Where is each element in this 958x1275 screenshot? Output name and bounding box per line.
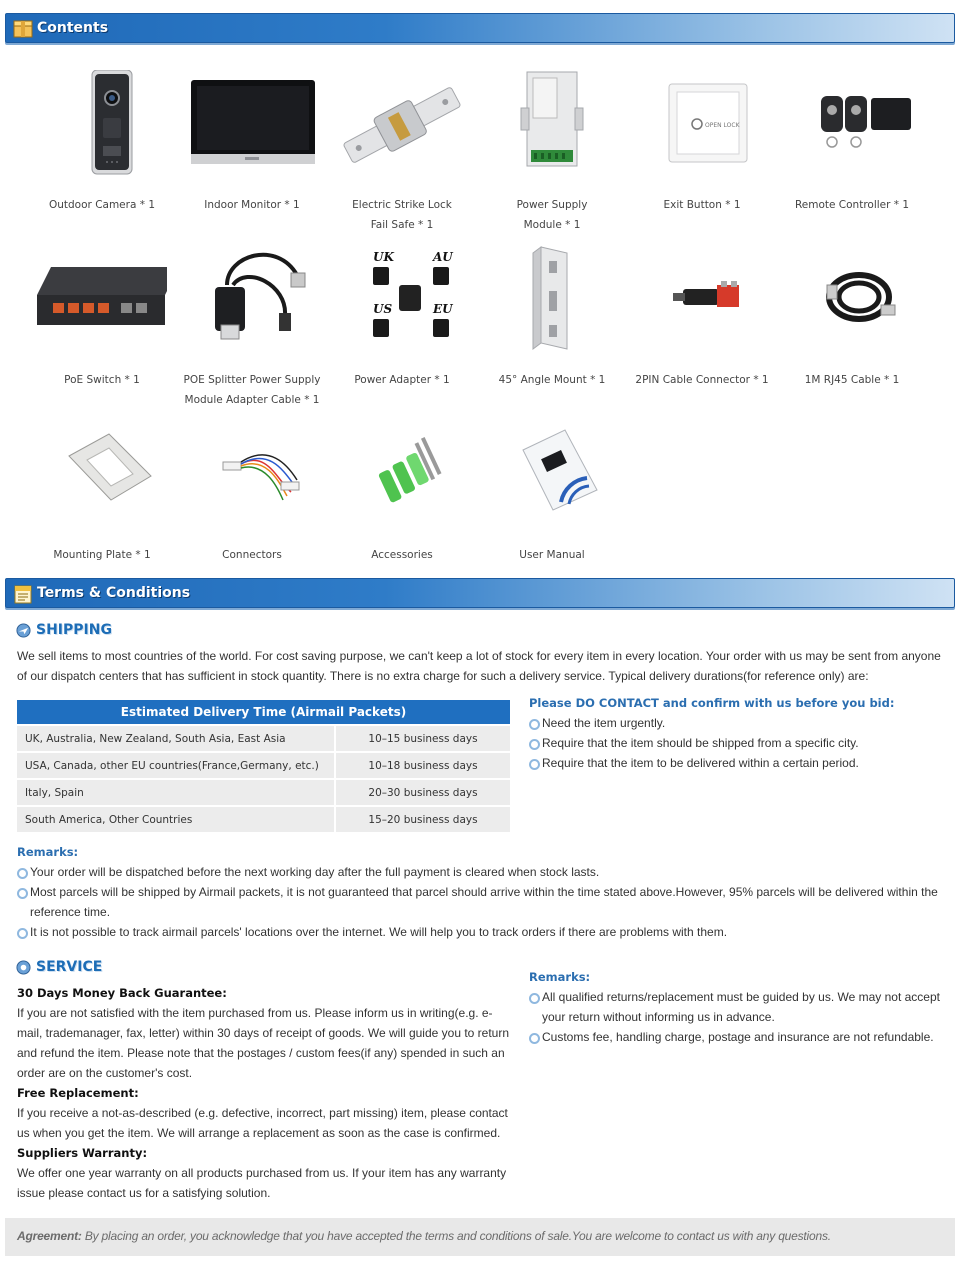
contact-list [529, 713, 949, 773]
shipping-remarks-title: Remarks: [17, 845, 79, 859]
table-row [17, 753, 510, 778]
product-caption-line1: Power Adapter * 1 [354, 374, 450, 386]
product-item-poe-splitter [177, 245, 327, 410]
list-item: All qualified returns/replacement must be guided by us. We may not accept your return without informing us in advance. [529, 987, 947, 1027]
replacement-text: If you receive a not-as-described (e.g. defective, incorrect, part missing) item, please contact us when you get the item. We will arrange a replacement as soon as the case is confirmed. [17, 1106, 508, 1140]
agreement-text: By placing an order, you acknowledge that you have accepted the terms and conditions of sale.You are welcome to contact us with any questions. [81, 1229, 831, 1243]
product-item-power-supply [477, 70, 627, 235]
terms-title: Terms & Conditions [37, 585, 191, 601]
product-caption-line1: PoE Switch * 1 [64, 374, 140, 386]
exit-button-icon [637, 70, 767, 180]
table-row [17, 726, 510, 751]
rj45-cable-icon [787, 245, 917, 355]
package-box-icon [12, 18, 34, 40]
plug-label-us: US [373, 302, 393, 316]
delivery-table-header: Estimated Delivery Time (Airmail Packets) [17, 700, 510, 724]
product-item-rj45-cable [777, 245, 927, 390]
table-row [17, 780, 510, 805]
region-cell: Italy, Spain [17, 780, 334, 805]
product-item-user-manual [477, 420, 627, 565]
plug-label-au: AU [433, 250, 453, 264]
product-caption-line1: 1M RJ45 Cable * 1 [804, 374, 900, 386]
shipping-heading [16, 620, 112, 640]
shipping-intro: We sell items to most countries of the world. For cost saving purpose, we can't keep a lot of stock for every item in every location. Your order with us may be sent from anyone of our dispatch centers that has sufficient in stock quantity. There is no extra charge for such a delivery service. Typical delivery durations(for reference only) are: [17, 649, 941, 683]
list-item: Customs fee, handling charge, postage and insurance are not refundable. [529, 1027, 947, 1047]
product-item-cable-connector [627, 245, 777, 390]
product-caption-line2: Fail Safe * 1 [370, 219, 434, 231]
contents-title: Contents [37, 20, 109, 36]
replacement-title: Free Replacement: [17, 1086, 139, 1100]
product-caption-line1: Mounting Plate * 1 [53, 549, 151, 561]
product-caption-line1: Exit Button * 1 [663, 199, 741, 211]
region-cell: South America, Other Countries [17, 807, 334, 832]
airplane-globe-icon [16, 623, 31, 638]
poe-splitter-cable-icon [187, 245, 317, 355]
table-row [17, 807, 510, 832]
terms-section-header [5, 578, 955, 608]
product-caption-line1: 2PIN Cable Connector * 1 [635, 374, 769, 386]
agreement-bar [5, 1218, 955, 1256]
service-remarks-list [529, 987, 947, 1047]
delivery-time-table [17, 698, 510, 834]
agreement-label: Agreement: [17, 1229, 82, 1243]
indoor-monitor-icon [187, 70, 317, 180]
power-supply-module-icon [487, 70, 617, 180]
days-cell: 10–18 business days [334, 753, 510, 778]
shipping-remarks-list [17, 862, 945, 942]
product-item-electric-strike-lock [327, 70, 477, 235]
product-caption-line1: Indoor Monitor * 1 [204, 199, 300, 211]
mounting-plate-icon [37, 420, 167, 530]
money-back-title: 30 Days Money Back Guarantee: [17, 986, 227, 1000]
product-item-connectors [177, 420, 327, 565]
product-caption-line1: User Manual [519, 549, 585, 561]
service-remarks-title: Remarks: [529, 970, 591, 984]
product-caption-line1: POE Splitter Power Supply [183, 374, 321, 386]
product-caption-line1: 45° Angle Mount * 1 [498, 374, 606, 386]
service-heading [16, 957, 102, 977]
outdoor-camera-icon [37, 70, 167, 180]
list-item: Your order will be dispatched before the next working day after the full payment is cleared when stock lasts. [17, 862, 945, 882]
list-item: Require that the item to be delivered within a certain period. [529, 753, 949, 773]
list-item: Most parcels will be shipped by Airmail packets, it is not guaranteed that parcel should arrive within the time stated above.However, 95% parcels will be delivered within the reference time. [17, 882, 945, 922]
product-caption-line1: Remote Controller * 1 [794, 199, 910, 211]
exit-button-label: OPEN LOCK [705, 122, 740, 129]
product-item-power-adapter [327, 245, 477, 390]
product-caption-line1: Connectors [222, 549, 282, 561]
contents-section-header [5, 13, 955, 43]
angle-mount-icon [487, 245, 617, 355]
plug-label-eu: EU [433, 302, 453, 316]
region-cell: USA, Canada, other EU countries(France,Germany, etc.) [17, 753, 334, 778]
user-manual-icon [487, 420, 617, 530]
poe-switch-icon [37, 245, 167, 355]
days-cell: 15–20 business days [334, 807, 510, 832]
product-item-exit-button [627, 70, 777, 215]
product-caption-line2: Module * 1 [523, 219, 581, 231]
document-icon [12, 583, 34, 605]
list-item: It is not possible to track airmail parcels' locations over the internet. We will help you to track orders if there are problems with them. [17, 922, 945, 942]
cable-connector-icon [637, 245, 767, 355]
power-adapter-icon [337, 245, 467, 355]
product-item-mounting-plate [27, 420, 177, 565]
product-caption-line1: Power Supply [516, 199, 588, 211]
product-item-indoor-monitor [177, 70, 327, 215]
product-caption-line1: Electric Strike Lock [352, 199, 452, 211]
product-caption-line1: Accessories [371, 549, 433, 561]
days-cell: 10–15 business days [334, 726, 510, 751]
warranty-text: We offer one year warranty on all products purchased from us. If your item has any warranty issue please contact us for a satisfying solution. [17, 1166, 507, 1200]
accessories-icon [337, 420, 467, 530]
product-caption-line1: Outdoor Camera * 1 [48, 199, 155, 211]
product-item-poe-switch [27, 245, 177, 390]
electric-strike-lock-icon [337, 70, 467, 180]
warranty-title: Suppliers Warranty: [17, 1146, 148, 1160]
shipping-title: SHIPPING [36, 622, 112, 638]
days-cell: 20–30 business days [334, 780, 510, 805]
product-item-accessories [327, 420, 477, 565]
product-item-outdoor-camera [27, 70, 177, 215]
plug-label-uk: UK [373, 250, 394, 264]
region-cell: UK, Australia, New Zealand, South Asia, East Asia [17, 726, 334, 751]
gear-globe-icon [16, 960, 31, 975]
remote-controller-icon [787, 70, 917, 180]
product-item-angle-mount [477, 245, 627, 390]
list-item: Require that the item should be shipped from a specific city. [529, 733, 949, 753]
service-title: SERVICE [36, 959, 103, 975]
product-item-remote-controller [777, 70, 927, 215]
connectors-icon [187, 420, 317, 530]
money-back-text: If you are not satisfied with the item purchased from us. Please inform us in writing(e.g. e-mail, trademanager, fax, letter) within 30 days of receipt of goods. We will guide you to return and refund the item. Please note that the postages / custom fees(if any) spended in such an order are on the customer's cost. [17, 1006, 510, 1080]
service-left-column [17, 983, 510, 1203]
product-caption-line2: Module Adapter Cable * 1 [184, 394, 320, 406]
contact-title: Please DO CONTACT and confirm with us before you bid: [529, 696, 895, 710]
list-item: Need the item urgently. [529, 713, 949, 733]
